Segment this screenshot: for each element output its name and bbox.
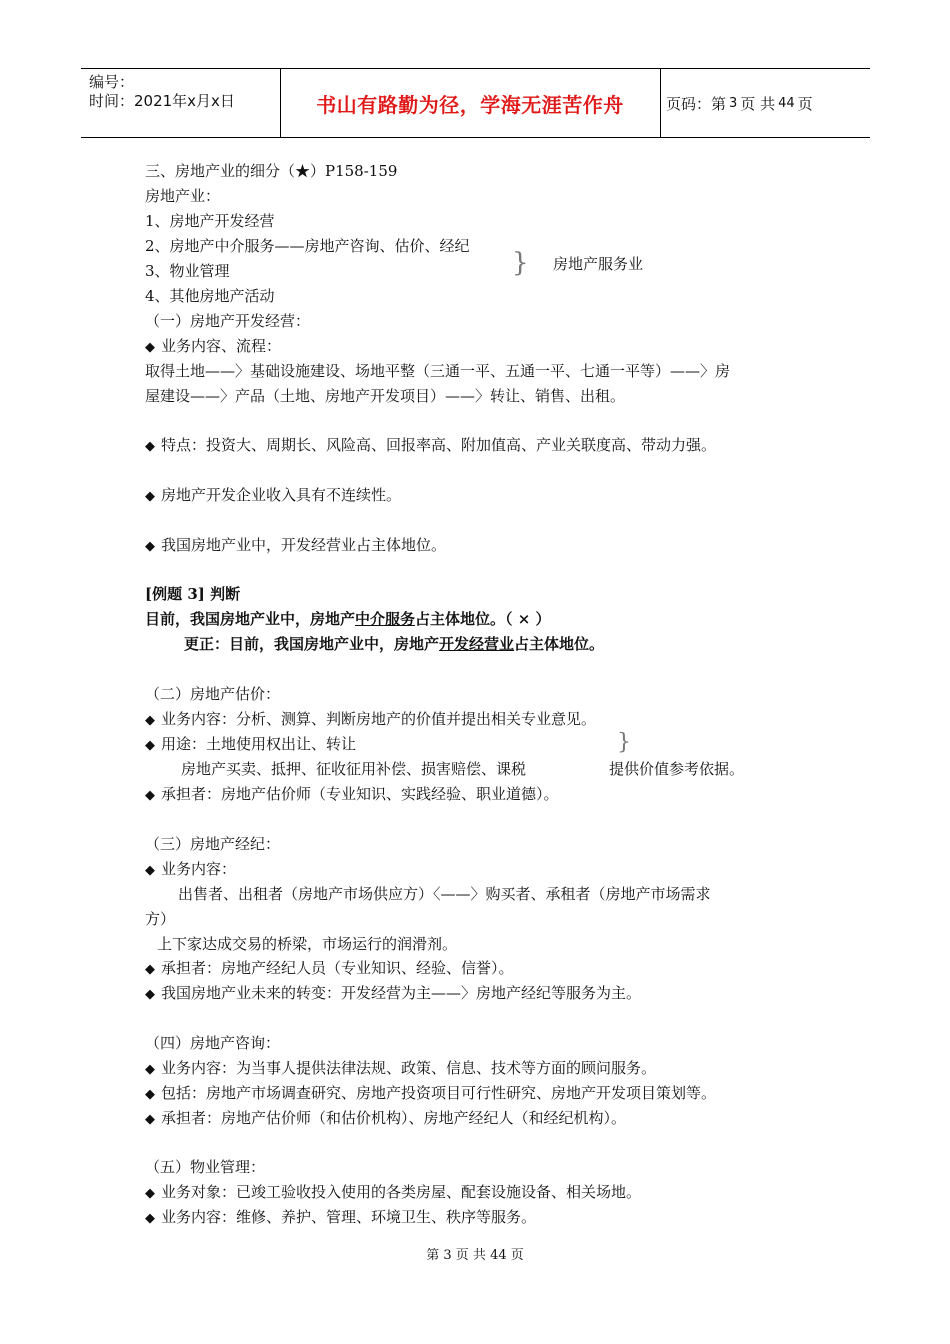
subsection-heading: （一）房地产开发经营： (145, 312, 311, 330)
subsection-heading: （二）房地产估价： (145, 685, 281, 703)
time-label: 时间：2021年x月x日 (89, 92, 235, 110)
bullet-item (145, 435, 716, 457)
text-line: 房地产买卖、抵押、征收征用补偿、损害赔偿、课税 (181, 760, 527, 778)
bullet-item (145, 958, 514, 980)
footer-page-total: 44 (490, 1248, 507, 1263)
header-page-info (666, 69, 813, 137)
bullet-text: 业务内容：为当事人提供法律法规、政策、信息、技术等方面的顾问服务。 (161, 1059, 657, 1077)
bullet-item (145, 1108, 626, 1130)
example-correction (184, 634, 604, 654)
brace-label: 房地产服务业 (553, 255, 644, 273)
list-item: 1、房地产开发经营 (145, 212, 275, 230)
brace-icon: } (617, 730, 631, 755)
page-mid: 页 共 (740, 94, 776, 113)
correction-underlined: 开发经营业 (439, 635, 515, 653)
brace-label: 提供价值参考依据。 (609, 760, 745, 778)
header-divider (660, 69, 661, 137)
diamond-bullet-icon: ◆ (145, 1211, 155, 1226)
correction-text: 更正：目前，我国房地产业中，房地产 (184, 635, 440, 653)
example-title: [例题 3] 判断 (145, 585, 241, 603)
diamond-bullet-icon: ◆ (145, 987, 155, 1002)
bullet-item (145, 336, 281, 358)
diamond-bullet-icon: ◆ (145, 539, 155, 554)
bullet-item (145, 709, 596, 731)
bullet-text: 我国房地产业中，开发经营业占主体地位。 (161, 536, 447, 554)
text-line: 方） (145, 910, 176, 928)
list-item: 2、房地产中介服务——房地产咨询、估价、经纪 (145, 237, 470, 255)
text-line: 出售者、出租者（房地产市场供应方）〈——〉购买者、承租者（房地产市场需求 (178, 885, 711, 903)
diamond-bullet-icon: ◆ (145, 738, 155, 753)
bullet-text: 业务内容： (161, 860, 237, 878)
page-total: 44 (778, 95, 795, 111)
page-suffix: 页 (797, 94, 813, 113)
question-text: 占主体地位。（ × ） (415, 610, 551, 628)
example-question (145, 609, 551, 629)
diamond-bullet-icon: ◆ (145, 1087, 155, 1102)
bullet-text: 业务对象：已竣工验收投入使用的各类房屋、配套设施设备、相关场地。 (161, 1183, 642, 1201)
page-header (81, 68, 870, 138)
bullet-text: 包括：房地产市场调查研究、房地产投资项目可行性研究、房地产开发项目策划等。 (161, 1084, 717, 1102)
bullet-item (145, 1083, 716, 1105)
bullet-item (145, 734, 356, 756)
header-meta (89, 73, 235, 111)
text-line: 屋建设——〉产品（土地、房地产开发项目）——〉转让、销售、出租。 (145, 387, 626, 405)
bullet-item (145, 535, 446, 557)
header-motto: 书山有路勤为径，学海无涯苦作舟 (316, 92, 624, 117)
diamond-bullet-icon: ◆ (145, 1062, 155, 1077)
bullet-text: 承担者：房地产估价师（和估价机构）、房地产经纪人（和经纪机构）。 (161, 1109, 627, 1127)
bullet-item (145, 859, 236, 881)
list-item: 4、其他房地产活动 (145, 287, 275, 305)
subsection-heading: （四）房地产咨询： (145, 1034, 281, 1052)
bullet-item (145, 983, 641, 1005)
bullet-item (145, 1182, 641, 1204)
bullet-text: 特点：投资大、周期长、风险高、回报率高、附加值高、产业关联度高、带动力强。 (161, 436, 717, 454)
page-number: 3 (729, 95, 738, 111)
brace-icon: } (512, 248, 529, 278)
question-underlined: 中介服务 (355, 610, 416, 628)
question-text: 目前，我国房地产业中，房地产 (145, 610, 356, 628)
diamond-bullet-icon: ◆ (145, 439, 155, 454)
bullet-item (145, 1058, 656, 1080)
diamond-bullet-icon: ◆ (145, 1112, 155, 1127)
text-line: 取得土地——〉基础设施建设、场地平整（三通一平、五通一平、七通一平等）——〉房 (145, 362, 731, 380)
bullet-text: 我国房地产业未来的转变：开发经营为主——〉房地产经纪等服务为主。 (161, 984, 642, 1002)
diamond-bullet-icon: ◆ (145, 788, 155, 803)
page-prefix: 页码：第 (666, 94, 727, 113)
list-item: 3、物业管理 (145, 262, 230, 280)
bullet-text: 业务内容：分析、测算、判断房地产的价值并提出相关专业意见。 (161, 710, 597, 728)
bullet-text: 房地产开发企业收入具有不连续性。 (161, 486, 402, 504)
page-footer (0, 1244, 950, 1263)
footer-suffix: 页 (510, 1248, 524, 1263)
diamond-bullet-icon: ◆ (145, 863, 155, 878)
footer-page-number: 3 (443, 1248, 452, 1263)
code-label: 编号： (89, 73, 135, 91)
bullet-item (145, 784, 559, 806)
diamond-bullet-icon: ◆ (145, 713, 155, 728)
correction-text: 占主体地位。 (514, 635, 605, 653)
diamond-bullet-icon: ◆ (145, 340, 155, 355)
bullet-text: 承担者：房地产经纪人员（专业知识、经验、信誉）。 (161, 959, 514, 977)
diamond-bullet-icon: ◆ (145, 1186, 155, 1201)
bullet-item (145, 1207, 536, 1229)
bullet-item (145, 485, 401, 507)
section-heading: 三、房地产业的细分（★）P158-159 (145, 162, 398, 180)
subsection-heading: （三）房地产经纪： (145, 835, 281, 853)
subsection-heading: （五）物业管理： (145, 1158, 266, 1176)
bullet-text: 业务内容、流程： (161, 337, 282, 355)
footer-prefix: 第 (426, 1248, 440, 1263)
text-line: 房地产业： (145, 187, 221, 205)
diamond-bullet-icon: ◆ (145, 489, 155, 504)
bullet-text: 用途：土地使用权出让、转让 (161, 735, 357, 753)
bullet-text: 承担者：房地产估价师（专业知识、实践经验、职业道德）。 (161, 785, 559, 803)
footer-mid: 页 共 (455, 1248, 486, 1263)
text-line: 上下家达成交易的桥梁，市场运行的润滑剂。 (157, 935, 458, 953)
bullet-text: 业务内容：维修、养护、管理、环境卫生、秩序等服务。 (161, 1208, 537, 1226)
diamond-bullet-icon: ◆ (145, 962, 155, 977)
